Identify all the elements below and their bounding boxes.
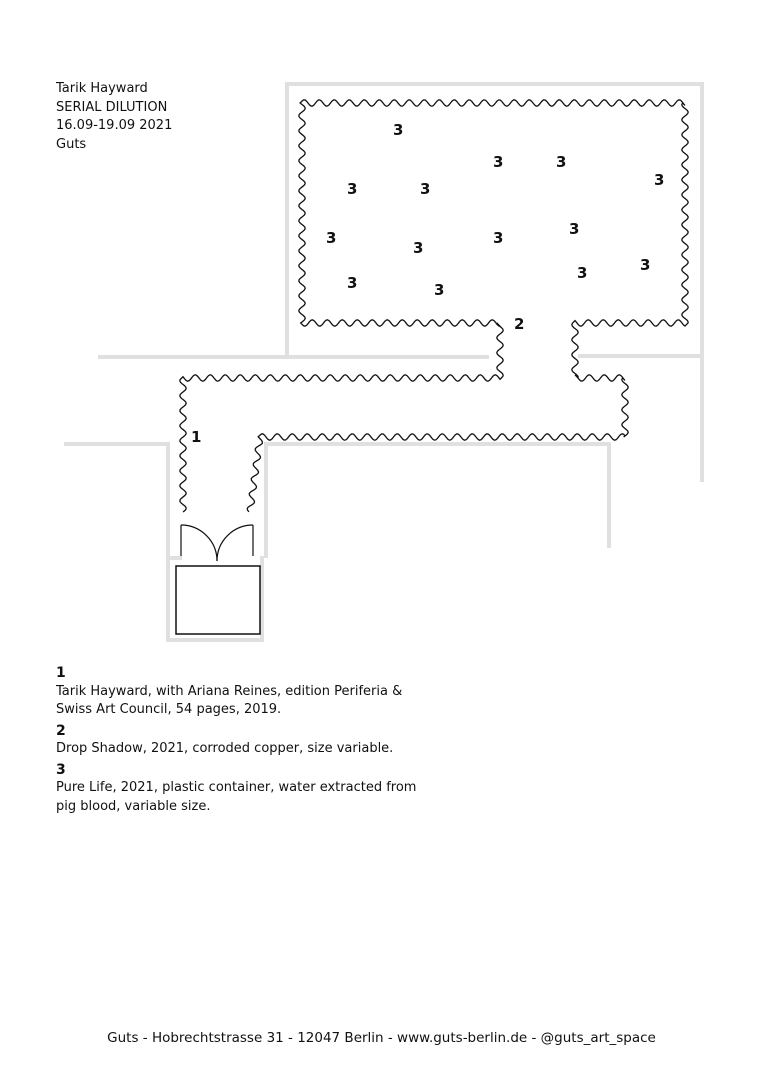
legend-description-1: Tarik Hayward, with Ariana Reines, edition Periferia & Swiss Art Council, 54 pages, 2019. bbox=[56, 683, 403, 717]
work-labels bbox=[191, 121, 664, 446]
walls bbox=[66, 84, 702, 640]
wall-corridor-right bbox=[266, 444, 609, 556]
work-3-label: 3 bbox=[556, 153, 567, 171]
venue-name: Guts bbox=[56, 136, 87, 152]
legend bbox=[56, 662, 436, 817]
entrance-door bbox=[181, 525, 253, 561]
work-3-label: 3 bbox=[393, 121, 404, 139]
work-3-label: 3 bbox=[493, 229, 504, 247]
entry-box bbox=[176, 566, 260, 634]
wall-corridor-left bbox=[66, 444, 262, 640]
legend-description-2: Drop Shadow, 2021, corroded copper, size variable. bbox=[56, 741, 394, 756]
wavy-installation-outline bbox=[180, 100, 688, 512]
legend-description-3: Pure Life, 2021, plastic container, water extracted from pig blood, variable size. bbox=[56, 780, 417, 814]
work-2-label: 2 bbox=[514, 315, 525, 333]
work-3-label: 3 bbox=[577, 264, 588, 282]
exhibition-title: SERIAL DILUTION bbox=[56, 99, 168, 115]
work-1-label: 1 bbox=[191, 428, 202, 446]
legend-number-2: 2 bbox=[56, 722, 66, 739]
work-3-label: 3 bbox=[420, 180, 431, 198]
artist-name: Tarik Hayward bbox=[56, 81, 148, 96]
work-3-label: 3 bbox=[434, 281, 445, 299]
footer-contact: Guts - Hobrechtstrasse 31 - 12047 Berlin - www.guts-berlin.de - @guts_art_space bbox=[107, 1030, 656, 1046]
work-3-label: 3 bbox=[347, 180, 358, 198]
work-3-label: 3 bbox=[569, 220, 580, 238]
legend-number-1: 1 bbox=[56, 665, 66, 681]
work-3-label: 3 bbox=[640, 256, 651, 274]
work-3-label: 3 bbox=[326, 229, 337, 247]
legend-number-3: 3 bbox=[56, 761, 66, 778]
work-3-label: 3 bbox=[347, 274, 358, 292]
work-3-label: 3 bbox=[413, 239, 424, 257]
work-3-label: 3 bbox=[654, 171, 665, 189]
exhibition-dates: 16.09-19.09 2021 bbox=[56, 118, 173, 133]
work-3-label: 3 bbox=[493, 153, 504, 171]
